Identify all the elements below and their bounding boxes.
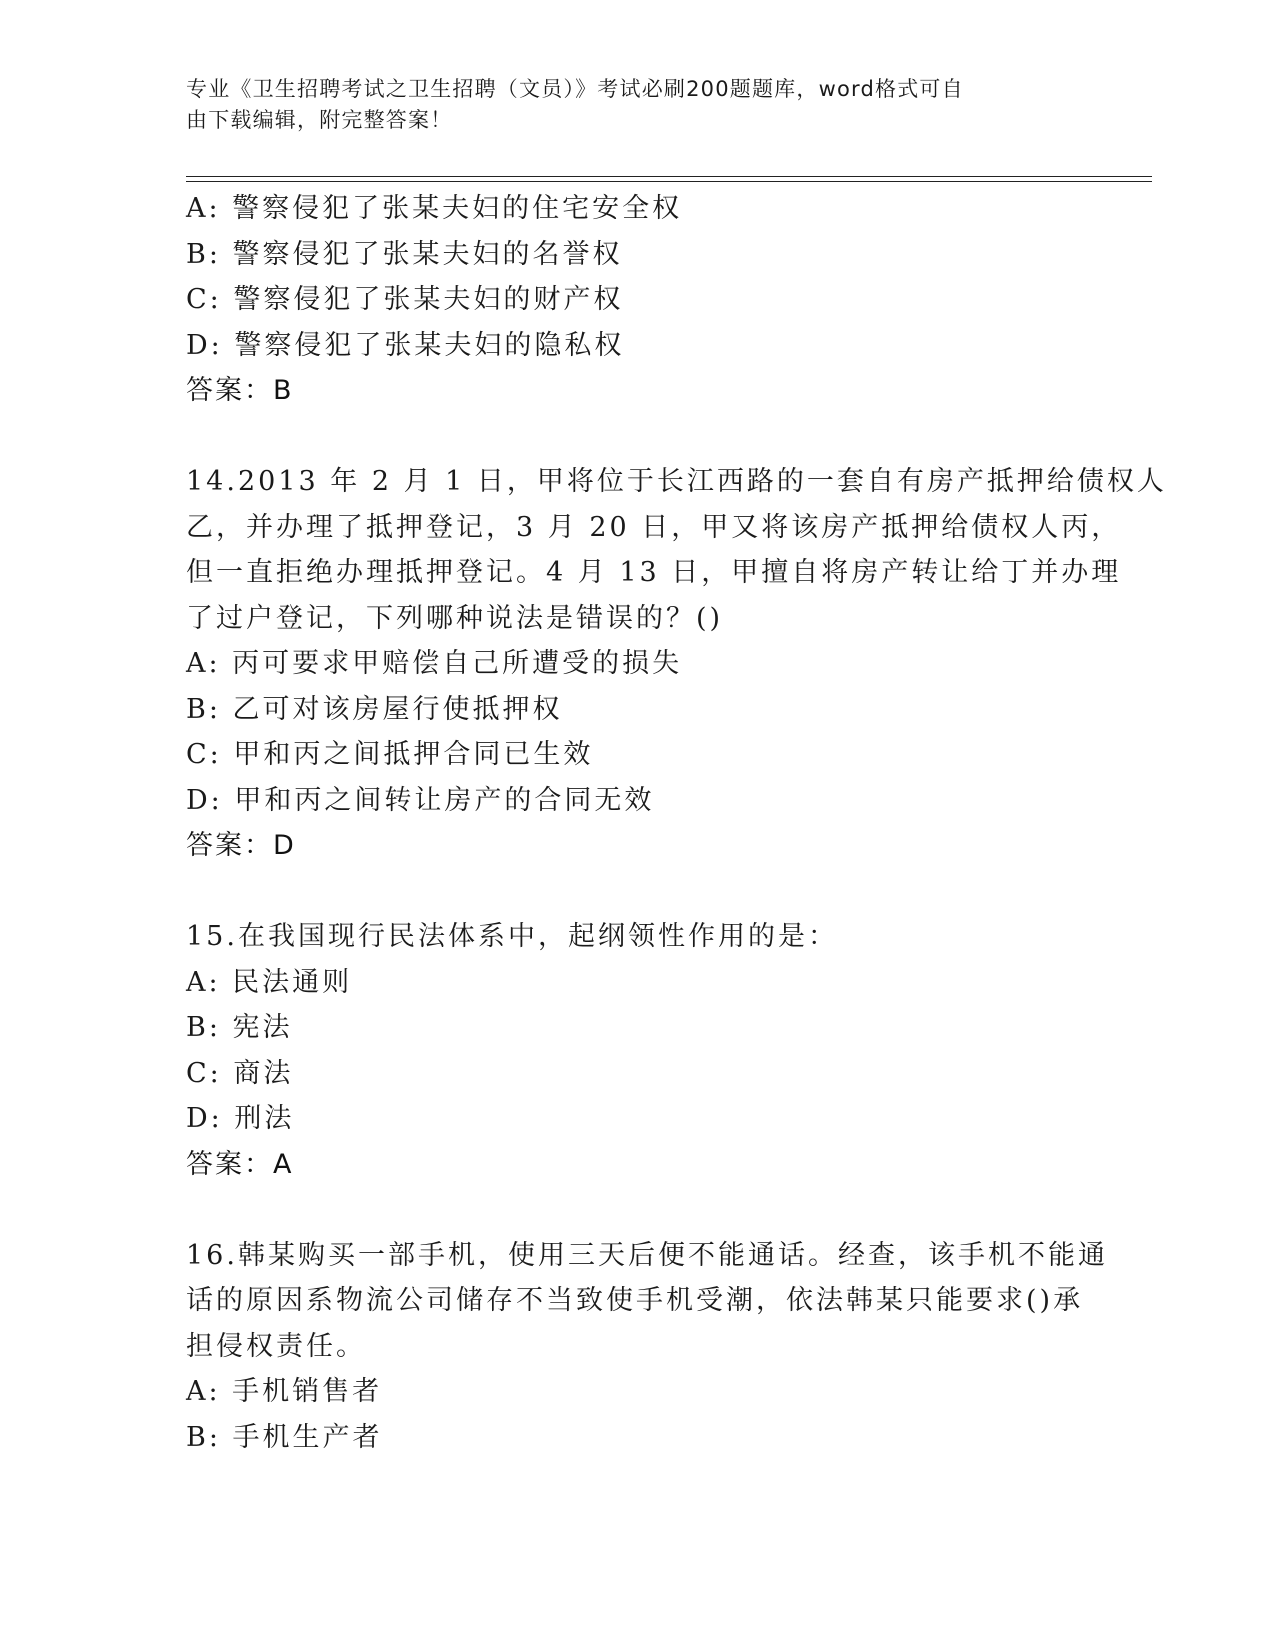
question-text-line: 了过户登记，下列哪种说法是错误的？() — [186, 602, 724, 634]
question-text-line: 但一直拒绝办理抵押登记。4 月 13 日，甲擅自将房产转让给丁并办理 — [186, 557, 1122, 588]
answer-line: 答案：A — [186, 1148, 294, 1180]
question-spacer — [186, 869, 1086, 915]
option-b: B: 警察侵犯了张某夫妇的名誉权 — [186, 238, 623, 270]
question-text-line: 14.2013 年 2 月 1 日，甲将位于长江西路的一套自有房产抵押给债权人 — [186, 466, 1167, 497]
header-line-2: 由下载编辑，附完整答案！ — [186, 108, 453, 132]
question-16 — [186, 1233, 1108, 1461]
option-c: C: 商法 — [186, 1057, 294, 1089]
option-c: C: 警察侵犯了张某夫妇的财产权 — [186, 284, 624, 315]
question-text-line: 话的原因系物流公司储存不当致使手机受潮，依法韩某只能要求()承 — [186, 1285, 1084, 1316]
question-text-line: 15.在我国现行民法体系中，起纲领性作用的是： — [186, 921, 838, 952]
option-a: A: 丙可要求甲赔偿自己所遭受的损失 — [186, 648, 683, 679]
question-spacer — [186, 1187, 1086, 1233]
option-a: A: 警察侵犯了张某夫妇的住宅安全权 — [186, 193, 683, 224]
option-d: D: 警察侵犯了张某夫妇的隐私权 — [186, 329, 625, 361]
option-d: D: 甲和丙之间转让房产的合同无效 — [186, 784, 655, 816]
option-b: B: 宪法 — [186, 1012, 293, 1043]
option-a: A: 手机销售者 — [186, 1376, 383, 1407]
header-line-1: 专业《卫生招聘考试之卫生招聘（文员）》考试必刷200题题库，word格式可自 — [186, 77, 964, 101]
header-divider-bottom — [186, 181, 1152, 182]
document-body — [186, 186, 1167, 1460]
question-spacer — [186, 414, 1086, 460]
question-text-line: 乙，并办理了抵押登记，3 月 20 日，甲又将该房产抵押给债权人丙， — [186, 511, 1122, 543]
question-text-line: 担侵权责任。 — [186, 1330, 366, 1362]
option-b: B: 手机生产者 — [186, 1421, 383, 1453]
question-text-line: 16.韩某购买一部手机，使用三天后便不能通话。经查，该手机不能通 — [186, 1239, 1108, 1271]
option-c: C: 甲和丙之间抵押合同已生效 — [186, 739, 594, 770]
option-b: B: 乙可对该房屋行使抵押权 — [186, 693, 563, 725]
option-a: A: 民法通则 — [186, 966, 353, 998]
answer-line: 答案：D — [186, 830, 296, 861]
option-d: D: 刑法 — [186, 1103, 295, 1134]
document-header — [186, 74, 1066, 136]
answer-line: 答案：B — [186, 375, 294, 406]
question-14 — [186, 459, 1167, 869]
question-15 — [186, 914, 1086, 1187]
header-divider-top — [186, 176, 1152, 177]
question-13-tail — [186, 186, 1086, 414]
